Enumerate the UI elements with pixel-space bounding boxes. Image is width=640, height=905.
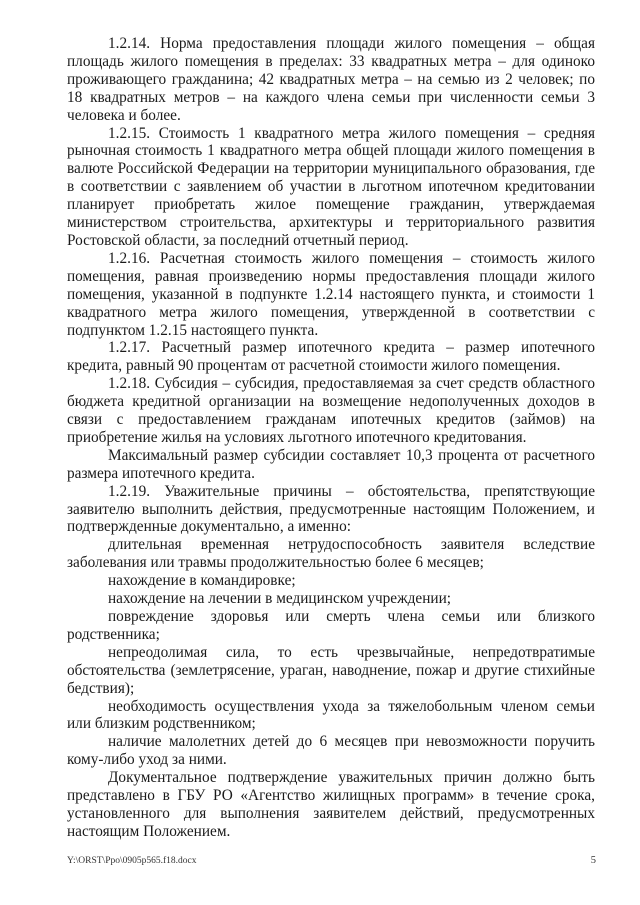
list-item-business-trip: нахождение в командировке; <box>108 572 296 590</box>
paragraph-documentation: Документальное подтверждение уважительных причин должно быть представлено в ГБУ РО «Агентство жилищных программ» в течение срока, установленного для выполнения заявителем действий, предусмотренных настоящим Положением. <box>67 769 595 840</box>
list-item-health-damage: повреждение здоровья или смерть члена семьи или близкого родственника; <box>67 608 595 643</box>
paragraph-1-2-18: 1.2.18. Субсидия – субсидия, предоставляемая за счет средств областного бюджета кредитной организации на возмещение недополученных доходов в связи с предоставлением гражданам ипотечных кредитов (займов) на приобретение жилья на условиях льготного ипотечного кредитования. <box>67 375 595 446</box>
list-item-force-majeure: непреодолимая сила, то есть чрезвычайные, непредотвратимые обстоятельства (землетрясение, ураган, наводнение, пожар и другие стихийные бедствия); <box>67 643 595 697</box>
paragraph-max-subsidy: Максимальный размер субсидии составляет 10,3 процента от расчетного размера ипотечного кредита. <box>67 446 595 482</box>
footer-file-path: Y:\ORST\Ppo\0905p565.f18.docx <box>67 856 197 866</box>
list-item-infants: наличие малолетних детей до 6 месяцев при невозможности поручить кому-либо уход за ними. <box>67 733 595 769</box>
paragraph-1-2-16: 1.2.16. Расчетная стоимость жилого помещения – стоимость жилого помещения, равная произведению нормы предоставления площади жилого помещения, указанной в подпункте 1.2.14 настоящего пункта, и стоимости 1 квадратного метра жилого помещения, утвержденной в соответствии с подпунктом 1.2.15 настоящего пункта. <box>67 249 595 339</box>
list-item-disability: длительная временная нетрудоспособность заявителя вследствие заболевания или травмы продолжительностью более 6 месяцев; <box>67 536 595 572</box>
paragraph-1-2-19: 1.2.19. Уважительные причины – обстоятельства, препятствующие заявителю выполнить действия, предусмотренные настоящим Положением, и подтвержденные документально, а именно: <box>67 482 595 536</box>
document-body <box>67 35 595 841</box>
paragraph-1-2-17: 1.2.17. Расчетный размер ипотечного кредита – размер ипотечного кредита, равный 90 процентам от расчетной стоимости жилого помещения. <box>67 339 595 375</box>
list-item-care: необходимость осуществления ухода за тяжелобольным членом семьи или близким родственником; <box>67 697 595 733</box>
paragraph-1-2-14: 1.2.14. Норма предоставления площади жилого помещения – общая площадь жилого помещения в пределах: 33 квадратных метра – для одиноко проживающего гражданина; 42 квадратных метра – на семью из 2 человек; по 18 квадратных метров – на каждого члена семьи при численности семьи 3 человека и более. <box>67 35 595 124</box>
page-number: 5 <box>590 855 596 866</box>
list-item-hospital: нахождение на лечении в медицинском учреждении; <box>108 590 452 608</box>
paragraph-1-2-15: 1.2.15. Стоимость 1 квадратного метра жилого помещения – средняя рыночная стоимость 1 квадратного метра общей площади жилого помещения в валюте Российской Федерации на территории муниципального образования, где в соответствии с заявлением об участии в льготном ипотечном кредитовании планирует приобретать жилое помещение гражданин, утверждаемая министерством строительства, архитектуры и территориального развития Ростовской области, за последний отчетный период. <box>67 124 595 249</box>
